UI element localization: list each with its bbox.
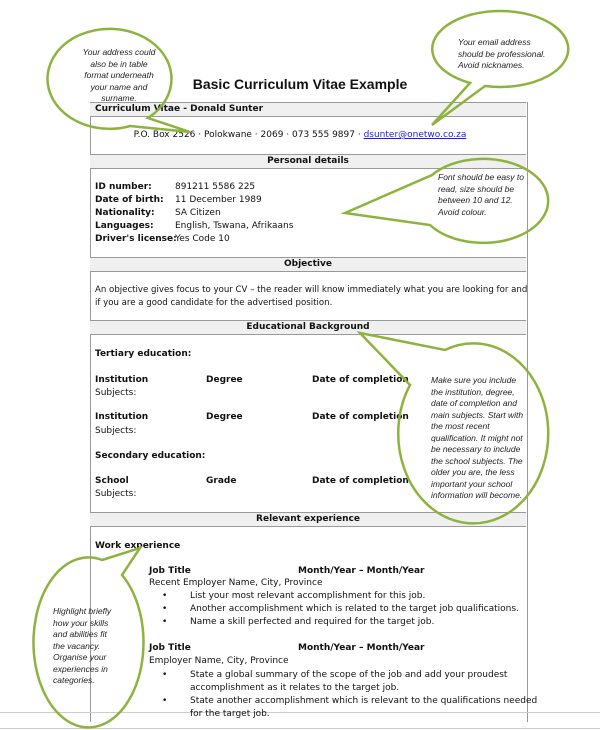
languages-label: Languages: [95,221,154,231]
section-personal-details: Personal details [90,154,526,169]
objective-text: if you are a good candidate for the advertised position. [95,298,333,308]
note-education: Make sure you include the institution, degree, date of completion and main subjects. Start with the most recent qualification. It might not be necessary to include the school subjects. The older you are, the less important your school information will become. [431,375,524,500]
secondary-heading: Secondary education: [95,451,206,461]
note-email: Your email address should be professional. Avoid nicknames. [458,37,546,70]
subjects-label: Subjects: [95,388,137,398]
email-link[interactable]: dsunter@onetwo.co.za [363,130,467,140]
bullet-icon: • [162,591,168,601]
job-bullet: State a global summary of the scope of the job and add your proudest [190,670,508,680]
tertiary-heading: Tertiary education: [95,349,192,359]
id-label: ID number: [95,182,152,192]
nationality-label: Nationality: [95,208,155,218]
date-label: Date of completion [312,412,409,422]
institution-label: Institution [95,412,149,422]
job-dates: Month/Year – Month/Year [298,643,425,653]
bullet-icon: • [162,604,168,614]
date-label: Date of completion [312,476,409,486]
job-employer: Recent Employer Name, City, Province [149,578,323,588]
objective-text: An objective gives focus to your CV – the reader will know immediately what you are looking for and [95,285,528,295]
school-label: School [95,476,129,486]
degree-label: Degree [206,412,243,422]
job-bullet: Another accomplishment which is related to the target job qualifications. [190,604,519,614]
note-address: Your address could also be in table format underneath your name and surname. [82,47,156,103]
job-bullet: accomplishment as it relates to the target job. [190,683,400,693]
job-title: Job Title [149,566,191,576]
note-experience: Highlight briefly how your skills and abilities fit the vacancy. Organise your experiences in categories. [53,606,112,685]
work-experience-heading: Work experience [95,541,181,551]
contact-text: P.O. Box 2526 · Polokwane · 2069 · 073 555 9897 · [133,130,364,140]
bullet-icon: • [162,617,168,627]
languages-value: English, Tswana, Afrikaans [175,221,294,231]
job-bullet: State another accomplishment which is relevant to the qualifications needed [190,696,538,706]
job-dates: Month/Year – Month/Year [298,566,425,576]
license-label: Driver's license: [95,234,177,244]
date-label: Date of completion [312,375,409,385]
grade-label: Grade [206,476,237,486]
bullet-icon: • [162,670,168,680]
job-employer: Employer Name, City, Province [149,656,289,666]
dob-label: Date of birth: [95,195,164,205]
section-experience: Relevant experience [90,512,526,527]
job-bullet: for the target job. [190,709,270,719]
note-font: Font should be easy to read, size should be between 10 and 12. Avoid colour. [438,172,525,217]
cv-name-header: Curriculum Vitae - Donald Sunter [90,102,526,117]
dob-value: 11 December 1989 [175,195,262,205]
section-objective: Objective [90,257,526,272]
degree-label: Degree [206,375,243,385]
bullet-icon: • [162,696,168,706]
subjects-label: Subjects: [95,489,137,499]
subjects-label: Subjects: [95,426,137,436]
job-title: Job Title [149,643,191,653]
institution-label: Institution [95,375,149,385]
id-value: 891211 5586 225 [175,182,256,192]
document-title: Basic Curriculum Vitae Example [192,76,408,92]
nationality-value: SA Citizen [175,208,221,218]
license-value: Yes Code 10 [175,234,230,244]
job-bullet: Name a skill perfected and required for the target job. [190,617,435,627]
section-education: Educational Background [90,320,526,335]
job-bullet: List your most relevant accomplishment for this job. [190,591,426,601]
